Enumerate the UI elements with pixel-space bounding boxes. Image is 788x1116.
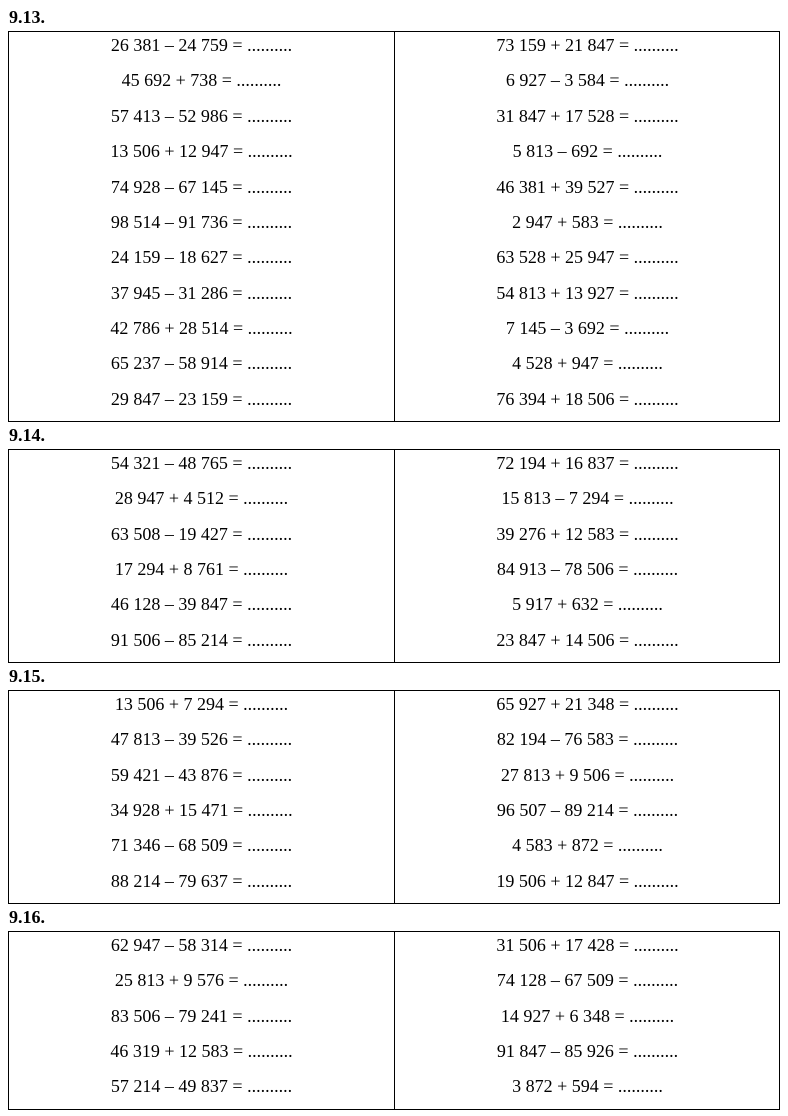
equation: 63 508 – 19 427 = .......... xyxy=(110,524,293,544)
equation: 4 583 + 872 = .......... xyxy=(512,835,663,855)
equation: 45 692 + 738 = .......... xyxy=(121,70,282,90)
equation: 26 381 – 24 759 = .......... xyxy=(110,35,293,55)
equation: 17 294 + 8 761 = .......... xyxy=(114,559,289,579)
equation: 83 506 – 79 241 = .......... xyxy=(110,1006,293,1026)
equation: 39 276 + 12 583 = .......... xyxy=(496,524,679,544)
equation: 2 947 + 583 = .......... xyxy=(512,212,663,232)
equation: 98 514 – 91 736 = .......... xyxy=(110,212,293,232)
equation: 29 847 – 23 159 = .......... xyxy=(110,389,293,409)
equation: 65 927 + 21 348 = .......... xyxy=(496,694,679,714)
equation: 91 506 – 85 214 = .......... xyxy=(110,630,293,650)
left-column xyxy=(9,32,394,421)
equation: 13 506 + 12 947 = .......... xyxy=(110,141,293,161)
left-column xyxy=(9,450,394,662)
equation: 13 506 + 7 294 = .......... xyxy=(114,694,289,714)
equation: 7 145 – 3 692 = .......... xyxy=(505,318,670,338)
equation: 54 321 – 48 765 = .......... xyxy=(110,453,293,473)
exercise-title: 9.14. xyxy=(9,425,45,445)
equation: 4 528 + 947 = .......... xyxy=(512,353,663,373)
equation: 5 813 – 692 = .......... xyxy=(512,141,663,161)
equation: 46 381 + 39 527 = .......... xyxy=(496,177,679,197)
equation: 31 847 + 17 528 = .......... xyxy=(496,106,679,126)
equation: 73 159 + 21 847 = .......... xyxy=(496,35,679,55)
equation: 74 928 – 67 145 = .......... xyxy=(110,177,293,197)
left-column xyxy=(9,932,394,1109)
equation: 57 413 – 52 986 = .......... xyxy=(110,106,293,126)
equation: 14 927 + 6 348 = .......... xyxy=(500,1006,675,1026)
equation: 46 128 – 39 847 = .......... xyxy=(110,594,293,614)
equation: 31 506 + 17 428 = .......... xyxy=(496,935,679,955)
equation: 62 947 – 58 314 = .......... xyxy=(110,935,293,955)
right-column xyxy=(394,691,780,903)
equation: 6 927 – 3 584 = .......... xyxy=(505,70,670,90)
equation: 96 507 – 89 214 = .......... xyxy=(496,800,679,820)
right-column xyxy=(394,450,780,662)
equation: 15 813 – 7 294 = .......... xyxy=(501,488,674,508)
equation: 54 813 + 13 927 = .......... xyxy=(496,283,679,303)
equation: 76 394 + 18 506 = .......... xyxy=(496,389,679,409)
equation: 42 786 + 28 514 = .......... xyxy=(110,318,293,338)
equation: 23 847 + 14 506 = .......... xyxy=(496,630,679,650)
equation: 3 872 + 594 = .......... xyxy=(512,1076,663,1096)
exercise-title: 9.16. xyxy=(9,907,45,927)
equation: 34 928 + 15 471 = .......... xyxy=(110,800,293,820)
equation: 37 945 – 31 286 = .......... xyxy=(110,283,293,303)
equation: 74 128 – 67 509 = .......... xyxy=(496,970,679,990)
exercise-table xyxy=(8,931,780,1110)
equation: 46 319 + 12 583 = .......... xyxy=(110,1041,293,1061)
equation: 84 913 – 78 506 = .......... xyxy=(496,559,679,579)
right-column xyxy=(394,32,780,421)
equation: 72 194 + 16 837 = .......... xyxy=(496,453,679,473)
equation: 59 421 – 43 876 = .......... xyxy=(110,765,293,785)
exercise-table xyxy=(8,31,780,422)
exercise-title: 9.15. xyxy=(9,666,45,686)
equation: 5 917 + 632 = .......... xyxy=(512,594,663,614)
equation: 71 346 – 68 509 = .......... xyxy=(110,835,293,855)
exercise-table xyxy=(8,690,780,904)
equation: 27 813 + 9 506 = .......... xyxy=(500,765,675,785)
equation: 19 506 + 12 847 = .......... xyxy=(496,871,679,891)
left-column xyxy=(9,691,394,903)
exercise-table xyxy=(8,449,780,663)
equation: 24 159 – 18 627 = .......... xyxy=(110,247,293,267)
right-column xyxy=(394,932,780,1109)
equation: 88 214 – 79 637 = .......... xyxy=(110,871,293,891)
equation: 82 194 – 76 583 = .......... xyxy=(496,729,679,749)
equation: 65 237 – 58 914 = .......... xyxy=(110,353,293,373)
equation: 47 813 – 39 526 = .......... xyxy=(110,729,293,749)
equation: 25 813 + 9 576 = .......... xyxy=(114,970,289,990)
equation: 28 947 + 4 512 = .......... xyxy=(114,488,289,508)
equation: 57 214 – 49 837 = .......... xyxy=(110,1076,293,1096)
equation: 91 847 – 85 926 = .......... xyxy=(496,1041,679,1061)
equation: 63 528 + 25 947 = .......... xyxy=(496,247,679,267)
exercise-title: 9.13. xyxy=(9,7,45,27)
